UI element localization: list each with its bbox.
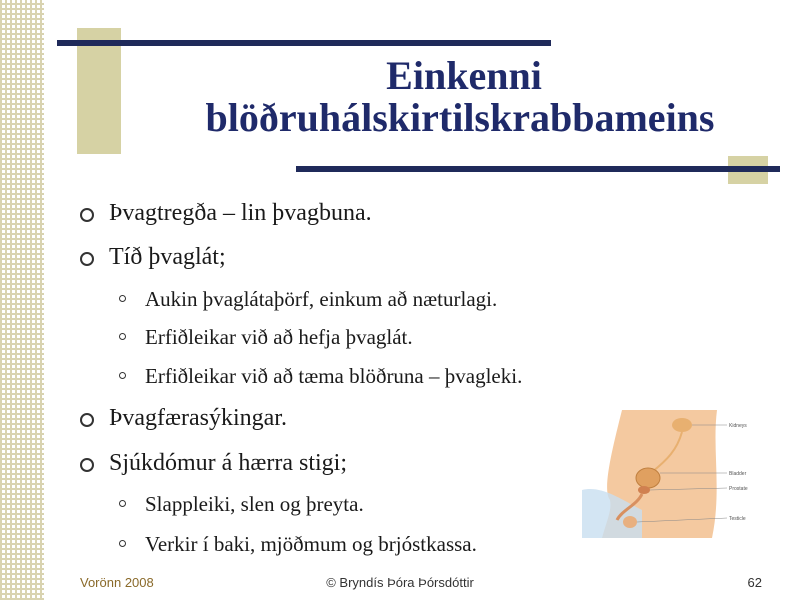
testicle-shape	[623, 516, 637, 528]
label-testicle: Testicle	[729, 516, 746, 522]
sub-bullet-circle-icon	[119, 540, 126, 547]
sub-bullet-circle-icon	[119, 333, 126, 340]
prostate-shape	[638, 486, 650, 494]
sub-bullet-circle-icon	[119, 372, 126, 379]
footer-author: © Bryndís Þóra Þórsdóttir	[326, 575, 474, 590]
bullet-circle-icon	[80, 413, 94, 427]
bullet-text: Þvagtregða – lin þvagbuna.	[109, 200, 372, 226]
kidney-shape	[672, 418, 692, 432]
slide-title-line2: blöðruhálskirtilskrabbameins	[205, 95, 715, 140]
sub-bullet-circle-icon	[119, 500, 126, 507]
sub-bullet-text: Aukin þvaglátaþörf, einkum að næturlagi.	[145, 287, 498, 311]
label-bladder: Bladder	[729, 471, 747, 477]
sub-bullet-text: Erfiðleikar við að tæma blöðruna – þvagleki.	[145, 364, 523, 388]
bullet-text: Þvagfærasýkingar.	[109, 405, 287, 431]
bullet-circle-icon	[80, 252, 94, 266]
bullet-circle-icon	[80, 458, 94, 472]
prostate-anatomy-illustration	[582, 410, 760, 538]
slide-title-line1: Einkenni	[386, 53, 542, 98]
footer-page-number: 62	[747, 575, 762, 590]
bladder-shape	[636, 468, 660, 488]
sub-bullet-text: Erfiðleikar við að hefja þvaglát.	[145, 325, 413, 349]
sub-bullet-text: Slappleiki, slen og þreyta.	[145, 492, 364, 516]
bullet-text: Sjúkdómur á hærra stigi;	[109, 450, 347, 476]
bullet-text: Tíð þvaglát;	[109, 244, 226, 270]
sub-bullet-circle-icon	[119, 295, 126, 302]
label-prostate: Prostate	[729, 486, 748, 492]
sub-bullet-text: Verkir í baki, mjöðmum og brjóstkassa.	[145, 532, 477, 556]
footer-term: Vorönn 2008	[80, 575, 154, 590]
bullet-circle-icon	[80, 208, 94, 222]
label-kidneys: Kidneys	[729, 423, 747, 429]
